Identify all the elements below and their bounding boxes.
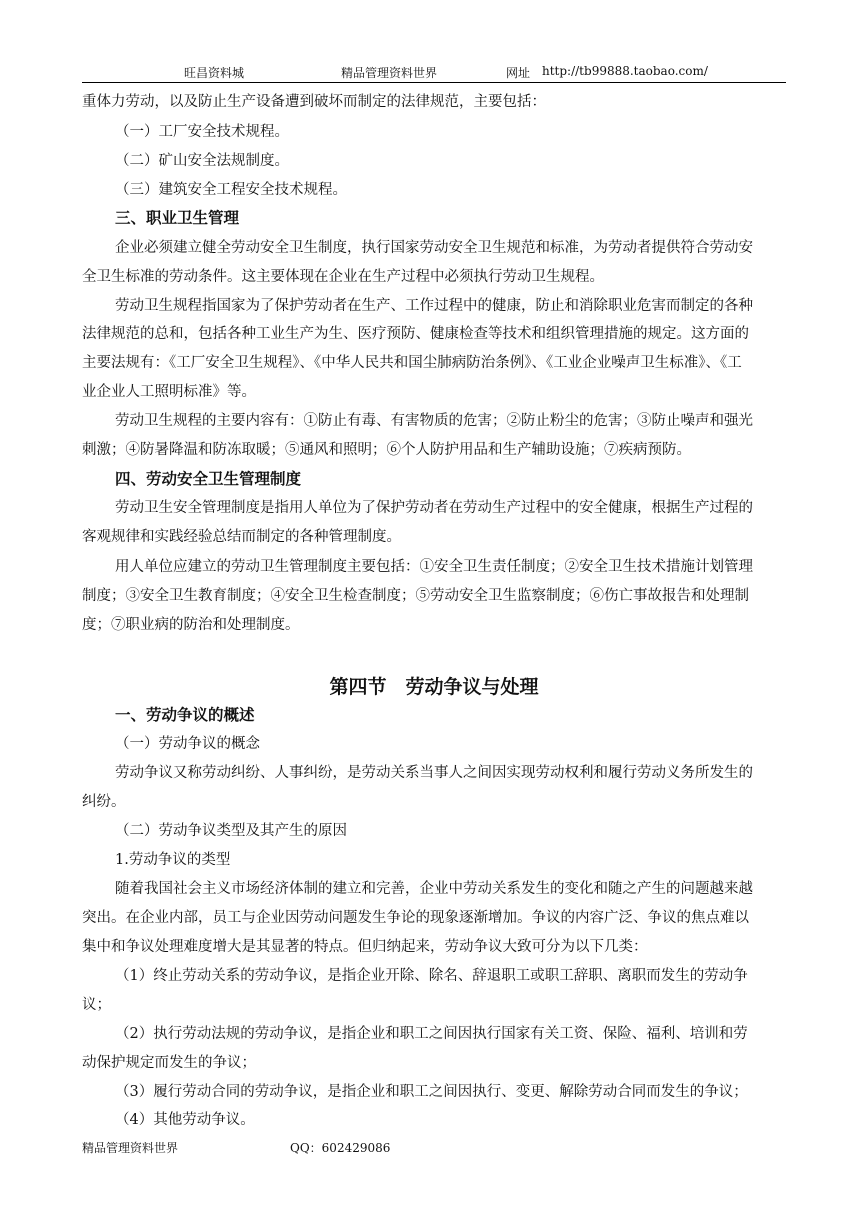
body-line: 用人单位应建立的劳动卫生管理制度主要包括：①安全卫生责任制度；②安全卫生技术措施计划管理 <box>115 559 753 575</box>
body-line: 刺激；④防暑降温和防冻取暖；⑤通风和照明；⑥个人防护用品和生产辅助设施；⑦疾病预防。 <box>82 442 691 458</box>
header-url-label: 网址 <box>506 66 531 80</box>
subheading: （二）劳动争议类型及其产生的原因 <box>115 823 347 839</box>
list-item: （一）工厂安全技术规程。 <box>115 124 289 140</box>
header-shop: 旺昌资料城 <box>184 66 245 80</box>
chapter-section-title: 第四节 劳动争议与处理 <box>329 676 539 698</box>
body-line: 全卫生标准的劳动条件。这主要体现在企业在生产过程中必须执行劳动卫生规程。 <box>82 269 604 285</box>
body-line: 随着我国社会主义市场经济体制的建立和完善，企业中劳动关系发生的变化和随之产生的问题越来越 <box>115 881 753 897</box>
list-item: （二）矿山安全法规制度。 <box>115 153 289 169</box>
footer-site-name: 精品管理资料世界 <box>82 1141 179 1155</box>
list-item: （2）执行劳动法规的劳动争议，是指企业和职工之间因执行国家有关工资、保险、福利、培训和劳 <box>115 1026 748 1042</box>
header-url: http://tb99888.taobao.com/ <box>542 64 708 78</box>
body-line: 业企业人工照明标准》等。 <box>82 384 256 400</box>
section-heading: 四、劳动安全卫生管理制度 <box>115 469 302 488</box>
body-line: 主要法规有：《工厂安全卫生规程》、《中华人民共和国尘肺病防治条例》、《工业企业噪声卫生标准》、《工 <box>82 355 742 371</box>
body-line: 劳动争议又称劳动纠纷、人事纠纷，是劳动关系当事人之间因实现劳动权利和履行劳动义务所发生的 <box>115 765 753 781</box>
body-line: 制度；③安全卫生教育制度；④安全卫生检查制度；⑤劳动安全卫生监察制度；⑥伤亡事故报告和处理制 <box>82 588 749 604</box>
body-line: 客观规律和实践经验总结而制定的各种管理制度。 <box>82 529 401 545</box>
list-item: （3）履行劳动合同的劳动争议，是指企业和职工之间因执行、变更、解除劳动合同而发生的争议； <box>115 1084 748 1100</box>
body-line: 度；⑦职业病的防治和处理制度。 <box>82 617 300 633</box>
body-line: 集中和争议处理难度增大是其显著的特点。但归纳起来，劳动争议大致可分为以下几类： <box>82 939 648 955</box>
body-line: 劳动卫生规程的主要内容有：①防止有毒、有害物质的危害；②防止粉尘的危害；③防止噪声和强光 <box>115 413 753 429</box>
body-line: 重体力劳动，以及防止生产设备遭到破坏而制定的法律规范，主要包括： <box>82 94 546 110</box>
section-heading: 三、职业卫生管理 <box>115 208 240 227</box>
subheading: 1.劳动争议的类型 <box>115 852 231 868</box>
body-line: 劳动卫生安全管理制度是指用人单位为了保护劳动者在劳动生产过程中的安全健康，根据生产过程的 <box>115 500 753 516</box>
header-site-name: 精品管理资料世界 <box>341 66 438 80</box>
body-line: 劳动卫生规程指国家为了保护劳动者在生产、工作过程中的健康，防止和消除职业危害而制定的各种 <box>115 298 753 314</box>
body-line: 法律规范的总和，包括各种工业生产为生、医疗预防、健康检查等技术和组织管理措施的规定。这方面的 <box>82 326 749 342</box>
list-item: 动保护规定而发生的争议； <box>82 1055 256 1071</box>
list-item: 议； <box>82 997 111 1013</box>
list-item: （1）终止劳动关系的劳动争议，是指企业开除、除名、辞退职工或职工辞职、离职而发生的劳动争 <box>115 968 748 984</box>
list-item: （4）其他劳动争议。 <box>115 1112 255 1128</box>
list-item: （三）建筑安全工程安全技术规程。 <box>115 182 347 198</box>
body-line: 突出。在企业内部，员工与企业因劳动问题发生争论的现象逐渐增加。争议的内容广泛、争议的焦点难以 <box>82 910 749 926</box>
subheading: （一）劳动争议的概念 <box>115 736 260 752</box>
section-heading: 一、劳动争议的概述 <box>115 705 255 724</box>
body-line: 纠纷。 <box>82 794 126 810</box>
body-line: 企业必须建立健全劳动安全卫生制度，执行国家劳动安全卫生规范和标准，为劳动者提供符合劳动安 <box>115 240 753 256</box>
page-header <box>82 62 786 83</box>
footer-qq: QQ：602429086 <box>290 1141 391 1155</box>
